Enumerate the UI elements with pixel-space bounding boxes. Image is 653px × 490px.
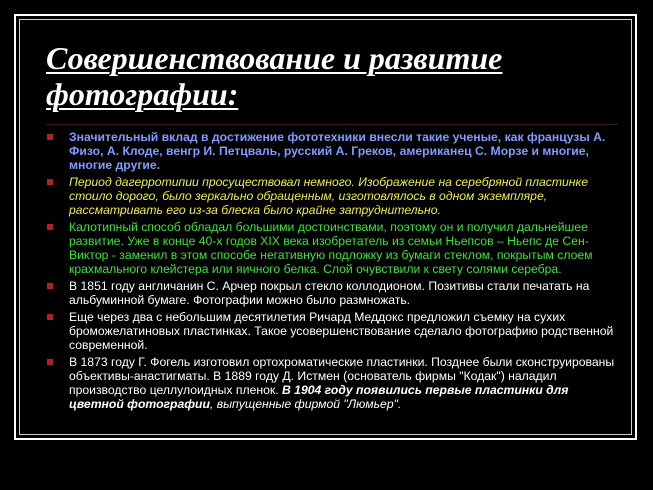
bullet-square-icon bbox=[47, 134, 53, 140]
bullet-list bbox=[47, 130, 622, 414]
slide-title: Совершенствование и развитие фотографии: bbox=[46, 40, 503, 112]
list-item-text-part3: , выпущенные фирмой "Люмьер". bbox=[209, 397, 402, 411]
bullet-square-icon bbox=[47, 224, 53, 230]
list-item bbox=[47, 310, 622, 352]
bullet-square-icon bbox=[47, 283, 53, 289]
bullet-square-icon bbox=[47, 359, 53, 365]
list-item-text: В 1851 году англичанин С. Арчер покрыл стекло коллодионом. Позитивы стали печатать на альбуминной бумаге. Фотографии можно было размножать. bbox=[69, 279, 590, 307]
list-item-text: Период дагерротипии просуществовал немного. Изображение на серебряной пластинке стоило дорого, было зеркально обращенным, изготовлялось в одном экземпляре, рассматривать его из-за блеска было крайне затруднительно. bbox=[69, 175, 589, 217]
list-item bbox=[47, 175, 622, 217]
list-item bbox=[47, 220, 622, 276]
list-item bbox=[47, 130, 622, 172]
bullet-square-icon bbox=[47, 179, 53, 185]
title-divider bbox=[46, 124, 618, 125]
list-item-text: Калотипный способ обладал большими достоинствами, поэтому он и получил дальнейшее развитие. Уже в конце 40-х годов XIX века изобретатель из семьи Ньепсов – Ньепс де Сен-Виктор - заменил в этом способе негативную подложку из бумаги стеклом, покрытым слоем крахмального клейстера или яичного белка. Слой очувствили к свету солями серебра. bbox=[69, 220, 593, 276]
list-item-text: Значительный вклад в достижение фототехники внесли такие ученые, как французы А. Физо, А. Клоде, венгр И. Петцваль, русский А. Греков, американец С. Морзе и многие, многие другие. bbox=[69, 130, 606, 172]
list-item-text-part1: В 1873 году Г. Фогель изготовил ортохроматические пластинки. Позднее были сконструированы объективы-анастигматы. В 1889 году Д. Истмен (основатель фирмы "Кодак") наладил производство целлулоидных пленок. bbox=[69, 355, 615, 397]
bullet-square-icon bbox=[47, 314, 53, 320]
list-item-text-emphasis: В 1904 году появились первые пластинки для цветной фотографии bbox=[69, 383, 569, 411]
list-item bbox=[47, 355, 622, 411]
list-item-text: Еще через два с небольшим десятилетия Ричард Меддокс предложил съемку на сухих броможелатиновых пластинках. Такое усовершенствование сделало фотографию родственной современной. bbox=[69, 310, 614, 352]
list-item bbox=[47, 279, 622, 307]
